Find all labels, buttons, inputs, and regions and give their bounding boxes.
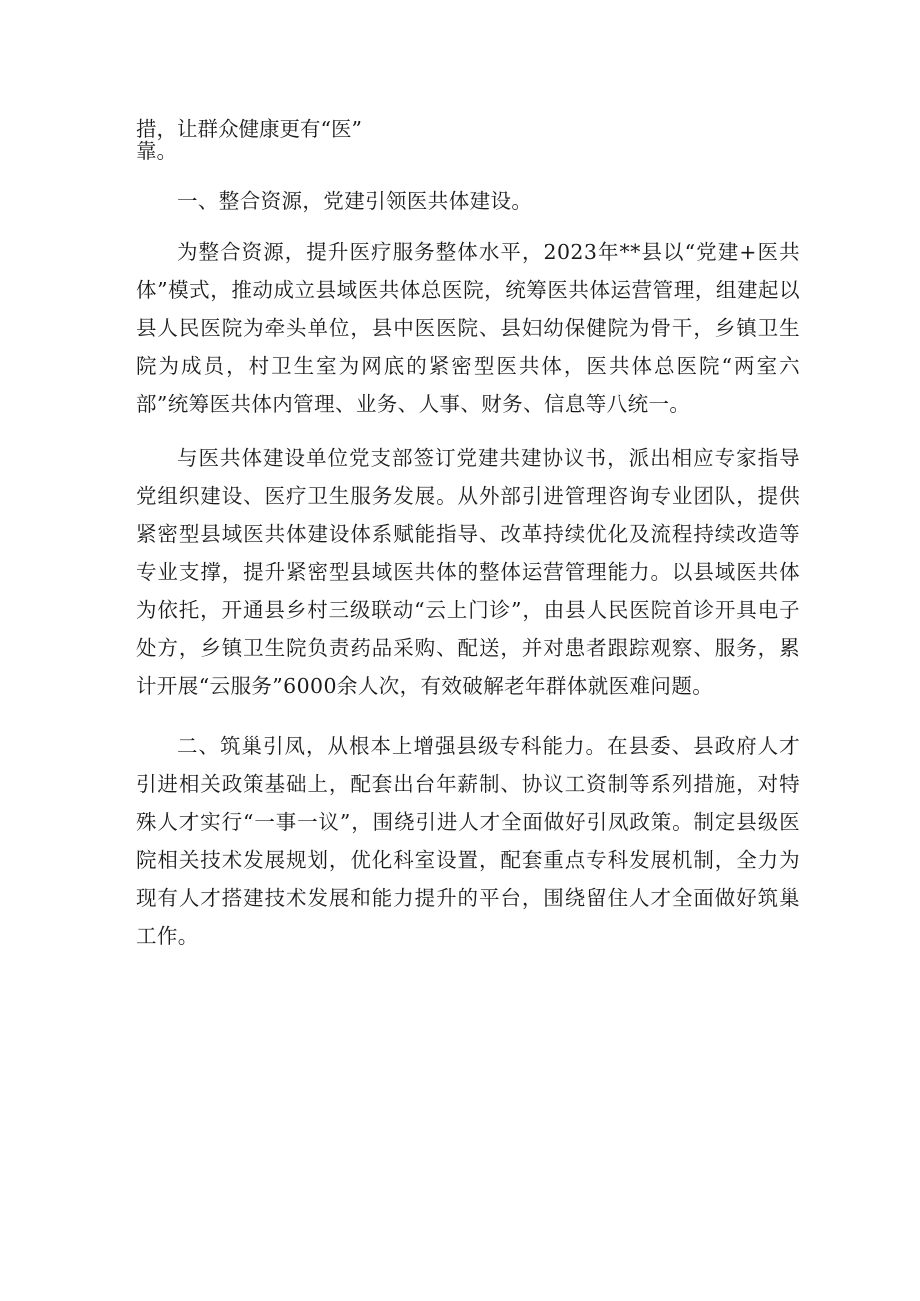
- paragraph-1: 为整合资源，提升医疗服务整体水平，2023年**县以“党建+医共体”模式，推动成立县域医共体总医院，统筹医共体运营管理，组建起以县人民医院为牵头单位，县中医医院、县妇幼保健院为骨干，乡镇卫生院为成员，村卫生室为网底的紧密型医共体，医共体总医院“两室六部”统筹医共体内管理、业务、人事、财务、信息等八统一。: [136, 240, 800, 416]
- section-paragraph-2: 二、筑巢引凤，从根本上增强县级专科能力。在县委、县政府人才引进相关政策基础上，配套出台年薪制、协议工资制等系列措施，对特殊人才实行“一事一议”，围绕引进人才全面做好引凤政策。制定县级医院相关技术发展规划，优化科室设置，配套重点专科发展机制，全力为现有人才搭建技术发展和能力提升的平台，围绕留住人才全面做好筑巢工作。: [136, 734, 800, 948]
- fragment-line-1: 措，让群众健康更有“医”: [136, 117, 362, 141]
- document-body: [136, 118, 800, 955]
- section-heading-1: 一、整合资源，党建引领医共体建设。: [177, 189, 533, 213]
- paragraph-2: 与医共体建设单位党支部签订党建共建协议书，派出相应专家指导党组织建设、医疗卫生服务发展。从外部引进管理咨询专业团队，提供紧密型县域医共体建设体系赋能指导、改革持续优化及流程持续改造等专业支撑，提升紧密型县域医共体的整体运营管理能力。以县域医共体为依托，开通县乡村三级联动“云上门诊”，由县人民医院首诊开具电子处方，乡镇卫生院负责药品采购、配送，并对患者跟踪观察、服务，累计开展“云服务”6000余人次，有效破解老年群体就医难问题。: [136, 446, 800, 698]
- fragment-line-2: 靠。: [136, 139, 177, 163]
